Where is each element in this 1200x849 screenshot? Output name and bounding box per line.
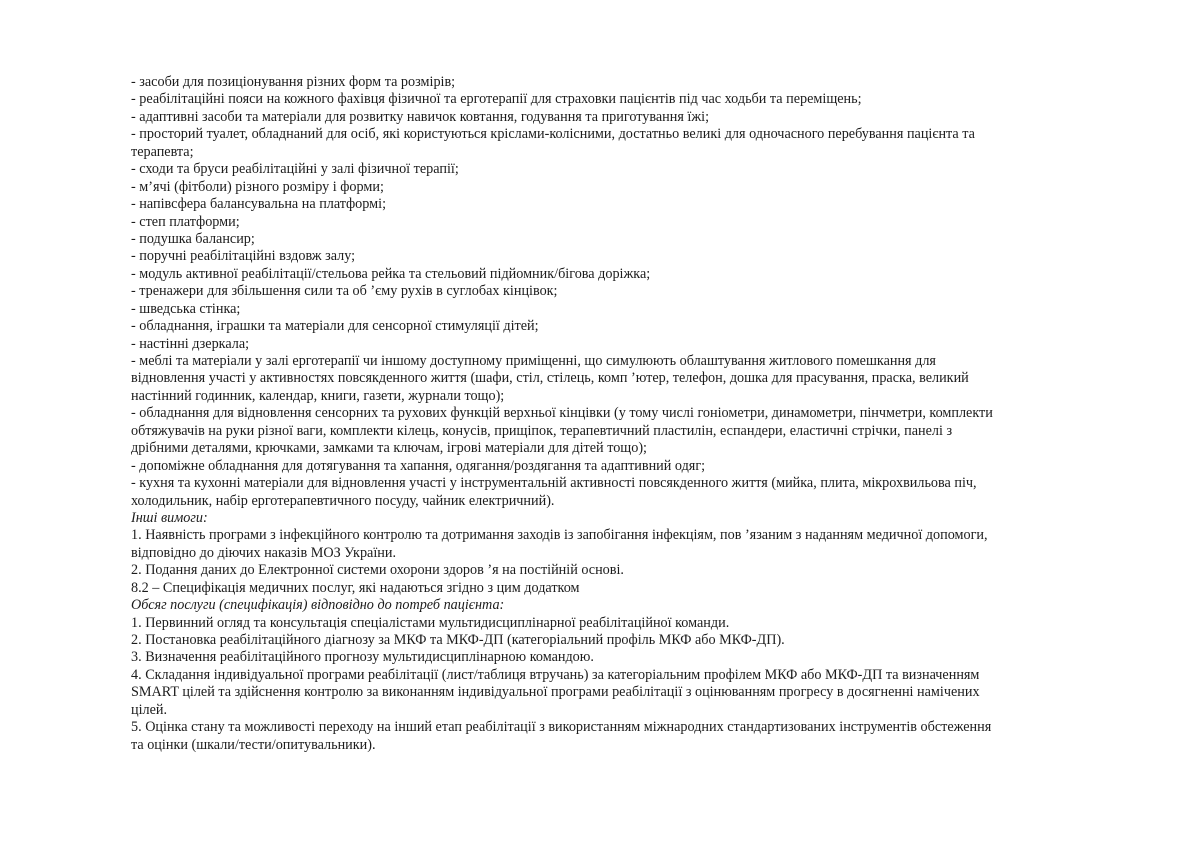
equipment-list	[131, 74, 1081, 510]
list-item: - меблі та матеріали у залі ерготерапії чи іншому доступному приміщенні, що симулюють облаштування житлового помешкання для	[131, 353, 936, 369]
scope-item-continuation: SMART цілей та здійснення контролю за виконанням індивідуальної програми реабілітації з оцінюванням прогресу в досягненні намічених	[131, 684, 980, 701]
scope-item: 1. Первинний огляд та консультація спеціалістами мультидисциплінарної реабілітаційної команди.	[131, 614, 730, 631]
document-body	[131, 74, 1081, 754]
scope-list	[131, 615, 1081, 755]
list-item: - шведська стінка;	[131, 300, 241, 317]
scope-item: 3. Визначення реабілітаційного прогнозу мультидисциплінарною командою.	[131, 649, 594, 666]
list-item-continuation: терапевта;	[131, 143, 194, 160]
list-item-continuation: відновлення участі у активностях повсякденного життя (шафи, стіл, стілець, комп ’ютер, телефон, дошка для прасування, праска, великий	[131, 370, 969, 387]
list-item: - реабілітаційні пояси на кожного фахівця фізичної та ерготерапії для страховки пацієнтів під час ходьби та переміщень;	[131, 91, 862, 108]
list-item: - адаптивні засоби та матеріали для розвитку навичок ковтання, годування та приготування їжі;	[131, 108, 710, 125]
list-item: - просторий туалет, обладнаний для осіб, які користуються кріслами-колісними, достатньо великі для одночасного перебування пацієнта та	[131, 126, 975, 143]
section-title: 8.2 – Специфікація медичних послуг, які надаються згідно з цим додатком	[131, 579, 580, 596]
scope-item-continuation: цілей.	[131, 701, 168, 718]
list-item: - настінні дзеркала;	[131, 335, 250, 352]
list-item: - обладнання для відновлення сенсорних та рухових функцій верхньої кінцівки (у тому числі гоніометри, динамометри, пінчметри, комплекти	[131, 405, 993, 422]
list-item: - допоміжне обладнання для дотягування та хапання, одягання/роздягання та адаптивний одяг;	[131, 457, 706, 474]
list-item: - кухня та кухонні матеріали для відновлення участі у інструментальній активності повсякденного життя (мийка, плита, мікрохвильова піч,	[131, 475, 977, 492]
requirement-item: 1. Наявність програми з інфекційного контролю та дотримання заходів із запобігання інфекціям, пов ’язаним з наданням медичної допомоги,	[131, 527, 988, 544]
scope-item: 4. Складання індивідуальної програми реабілітації (лист/таблиця втручань) за категоріальним профілем МКФ або МКФ-ДП та визначенням	[131, 666, 980, 683]
list-item: - м’ячі (фітболи) різного розміру і форми;	[131, 178, 384, 195]
scope-item: 2. Постановка реабілітаційного діагнозу за МКФ та МКФ-ДП (категоріальний профіль МКФ або МКФ-ДП).	[131, 632, 785, 648]
list-item: - подушка балансир;	[131, 230, 255, 247]
list-item-continuation: дрібними деталями, крючками, замками та ключам, ігрові матеріали для дітей тощо);	[131, 440, 647, 457]
list-item: - поручні реабілітаційні вздовж залу;	[131, 248, 356, 265]
other-requirements-list	[131, 527, 1081, 597]
list-item: - модуль активної реабілітації/стельова рейка та стельовий підйомник/бігова доріжка;	[131, 265, 651, 282]
scope-item: 5. Оцінка стану та можливості переходу на інший етап реабілітації з використанням міжнародних стандартизованих інструментів обстеження	[131, 719, 992, 736]
scope-heading: Обсяг послуги (специфікація) відповідно до потреб пацієнта:	[131, 597, 505, 614]
requirement-item: 2. Подання даних до Електронної системи охорони здоров ’я на постійній основі.	[131, 562, 624, 579]
list-item: - степ платформи;	[131, 213, 240, 230]
list-item: - обладнання, іграшки та матеріали для сенсорної стимуляції дітей;	[131, 318, 539, 335]
list-item: - сходи та бруси реабілітаційні у залі фізичної терапії;	[131, 161, 459, 178]
list-item-continuation: настінний годинник, календар, книги, газети, журнали тощо);	[131, 387, 505, 404]
list-item: - засоби для позиціонування різних форм та розмірів;	[131, 74, 456, 90]
scope-item-continuation: та оцінки (шкали/тести/опитувальники).	[131, 736, 376, 753]
other-requirements-heading: Інші вимоги:	[131, 509, 208, 526]
list-item-continuation: холодильник, набір ерготерапевтичного посуду, чайник електричний).	[131, 492, 555, 509]
list-item-continuation: обтяжувачів на руки різної ваги, комплекти кілець, конусів, прищіпок, терапевтичний пластилін, еспандери, еластичні стрічки, панелі з	[131, 422, 953, 439]
requirement-item-continuation: відповідно до діючих наказів МОЗ України.	[131, 544, 397, 561]
list-item: - тренажери для збільшення сили та об ’єму рухів в суглобах кінцівок;	[131, 283, 558, 300]
list-item: - напівсфера балансувальна на платформі;	[131, 196, 387, 213]
